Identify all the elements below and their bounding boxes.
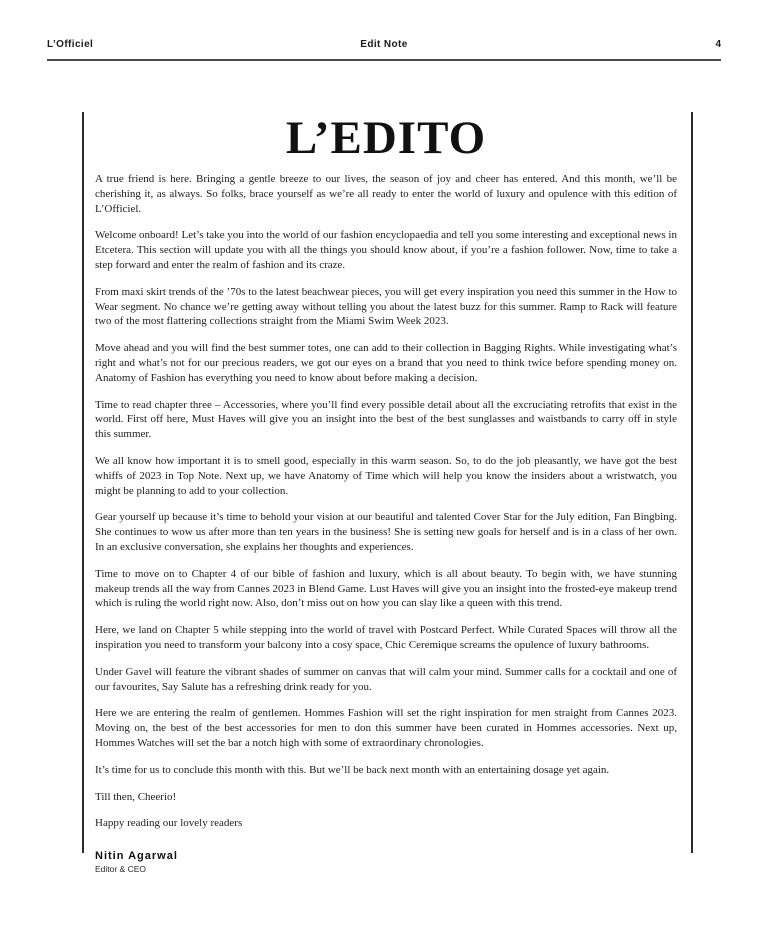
- body-paragraph: Welcome onboard! Let’s take you into the world of our fashion encyclopaedia and tell you some interesting and exceptional news in Etcetera. This section will update you with all the things you should know about, if you’re a fashion follower. Now, time to take a step forward and enter the realm of fashion and its craze.: [95, 229, 677, 271]
- closing-line: Happy reading our lovely readers: [95, 817, 243, 830]
- body-paragraph: Gear yourself up because it’s time to behold your vision at our beautiful and talented Cover Star for the July edition, Fan Bingbing. She continues to wow us after more than ten years in the business! She is setting new goals for herself and is in a class of her own. In an exclusive conversation, she explains her thoughts and experiences.: [95, 511, 677, 553]
- body-paragraph: Here we are entering the realm of gentlemen. Hommes Fashion will set the right inspiration for men straight from Cannes 2023. Moving on, the best of the best accessories for men to don this summer have been curated in Hommes accessories. Next up, Hommes Watches will set the bar a notch high with some of extraordinary chronologies.: [95, 707, 677, 749]
- article-body: [95, 172, 677, 831]
- body-paragraph: Time to move on to Chapter 4 of our bible of fashion and luxury, which is all about beauty. To begin with, we have stunning makeup trends all the way from Cannes 2023 in Blend Game. Lust Haves will give you an insight into the frosted-eye makeup trend which is ruling the world right now. Also, don’t miss out on how you can slay like a queen with this trend.: [95, 567, 677, 610]
- page-number: 4: [715, 39, 721, 50]
- signature-role: Editor & CEO: [95, 864, 147, 875]
- body-paragraph: Under Gavel will feature the vibrant shades of summer on canvas that will calm your mind. Summer calls for a cocktail and one of our favourites, Say Salute has a refreshing drink ready for you.: [95, 665, 677, 693]
- body-paragraph: Move ahead and you will find the best summer totes, one can add to their collection in Bagging Rights. While investigating what’s right and what’s not for our precious readers, we got our eyes on a brand that you need to think twice before spending money on. Anatomy of Fashion has everything you need to know about before making a decision.: [95, 342, 677, 384]
- brand-label: L’Officiel: [47, 39, 94, 50]
- section-label: Edit Note: [360, 39, 408, 50]
- body-paragraph: Here, we land on Chapter 5 while stepping into the world of travel with Postcard Perfect. While Curated Spaces will throw all the inspiration you need to transform your balcony into a cosy space, Chic Ceremique screams the opulence of luxury bathrooms.: [95, 624, 677, 651]
- closing-line: Till then, Cheerio!: [95, 790, 177, 803]
- edit-note-article: [82, 112, 693, 875]
- header-rule: [47, 59, 721, 61]
- body-paragraph: A true friend is here. Bringing a gentle breeze to our lives, the season of joy and cheer has entered. And this month, we’ll be cherishing it, as always. So folks, brace yourself as we’re all ready to enter the world of luxury and opulence with this edition of L’Officiel.: [95, 173, 677, 215]
- body-paragraph: Time to read chapter three – Accessories, where you’ll find every possible detail about all the excruciating retrofits that exist in the world. First off here, Must Haves will give you an insight into the best of the best sunglasses and waistbands to carry off in style this summer.: [95, 398, 677, 441]
- article-title: L’EDITO: [285, 112, 487, 164]
- body-paragraph: We all know how important it is to smell good, especially in this warm season. So, to do the job pleasantly, we have got the best whiffs of 2023 in Top Note. Next up, we have Anatomy of Time which will help you know the insiders about a wristwatch, you might be planning to add to your collection.: [95, 454, 677, 497]
- body-paragraph: It’s time for us to conclude this month with this. But we’ll be back next month with an entertaining dosage yet again.: [95, 763, 610, 776]
- signature-block: [95, 850, 677, 874]
- signature-name: Nitin Agarwal: [95, 850, 178, 863]
- body-paragraph: From maxi skirt trends of the ’70s to the latest beachwear pieces, you will get every inspiration you need this summer in the How to Wear segment. No chance we’re getting away without telling you about the latest buzz for this summer. Ramp to Rack will feature two of the most flattering collections straight from the Miami Swim Week 2023.: [95, 285, 677, 328]
- page-header: [0, 39, 768, 53]
